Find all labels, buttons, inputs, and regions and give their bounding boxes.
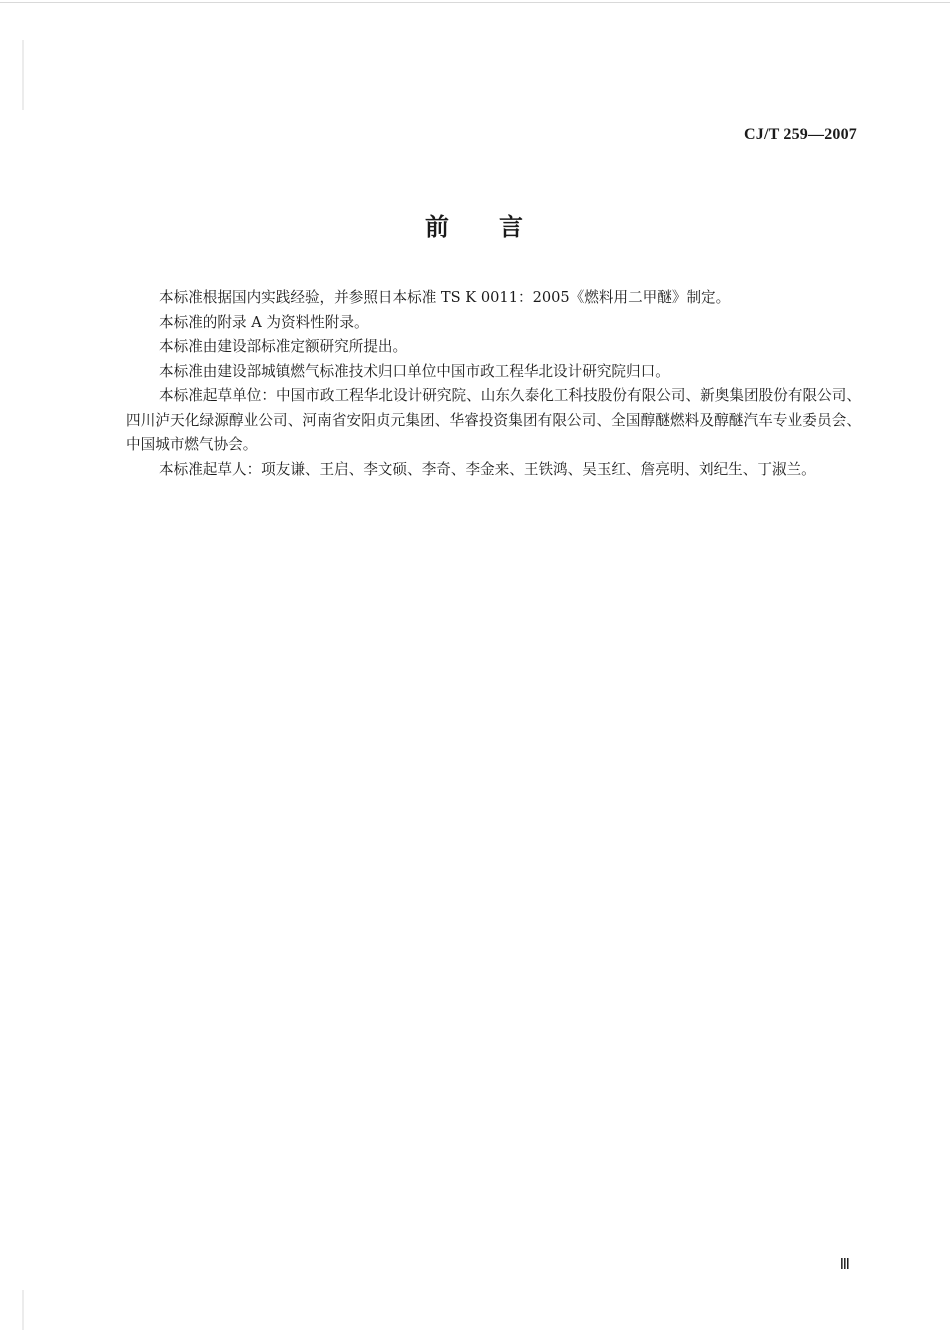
paragraph: 本标准的附录 A 为资料性附录。 (159, 313, 369, 331)
paragraph: 本标准由建设部标准定额研究所提出。 (159, 338, 408, 355)
paragraph: 本标准根据国内实践经验，并参照日本标准 TS K 0011：2005《燃料用二甲醚》制定。 (159, 289, 731, 306)
scan-edge-mark (22, 1290, 24, 1330)
page-number: Ⅲ (839, 1257, 850, 1273)
foreword-body (126, 286, 861, 482)
title-char-2: 言 (499, 213, 525, 241)
standard-code: CJ/T 259—2007 (744, 126, 857, 143)
scan-edge-mark (22, 40, 24, 110)
top-border-line (0, 2, 950, 3)
page-title (0, 207, 950, 242)
title-char-1: 前 (425, 213, 451, 241)
paragraph: 本标准起草单位：中国市政工程华北设计研究院、山东久泰化工科技股份有限公司、新奥集团股份有限公司、四川泸天化绿源醇业公司、河南省安阳贞元集团、华睿投资集团有限公司、全国醇醚燃料及醇醚汽车专业委员会、中国城市燃气协会。 (126, 387, 861, 453)
paragraph: 本标准由建设部城镇燃气标准技术归口单位中国市政工程华北设计研究院归口。 (159, 362, 670, 380)
paragraph: 本标准起草人：项友谦、王启、李文硕、李奇、李金来、王铁鸿、吴玉红、詹亮明、刘纪生、丁淑兰。 (159, 460, 816, 478)
